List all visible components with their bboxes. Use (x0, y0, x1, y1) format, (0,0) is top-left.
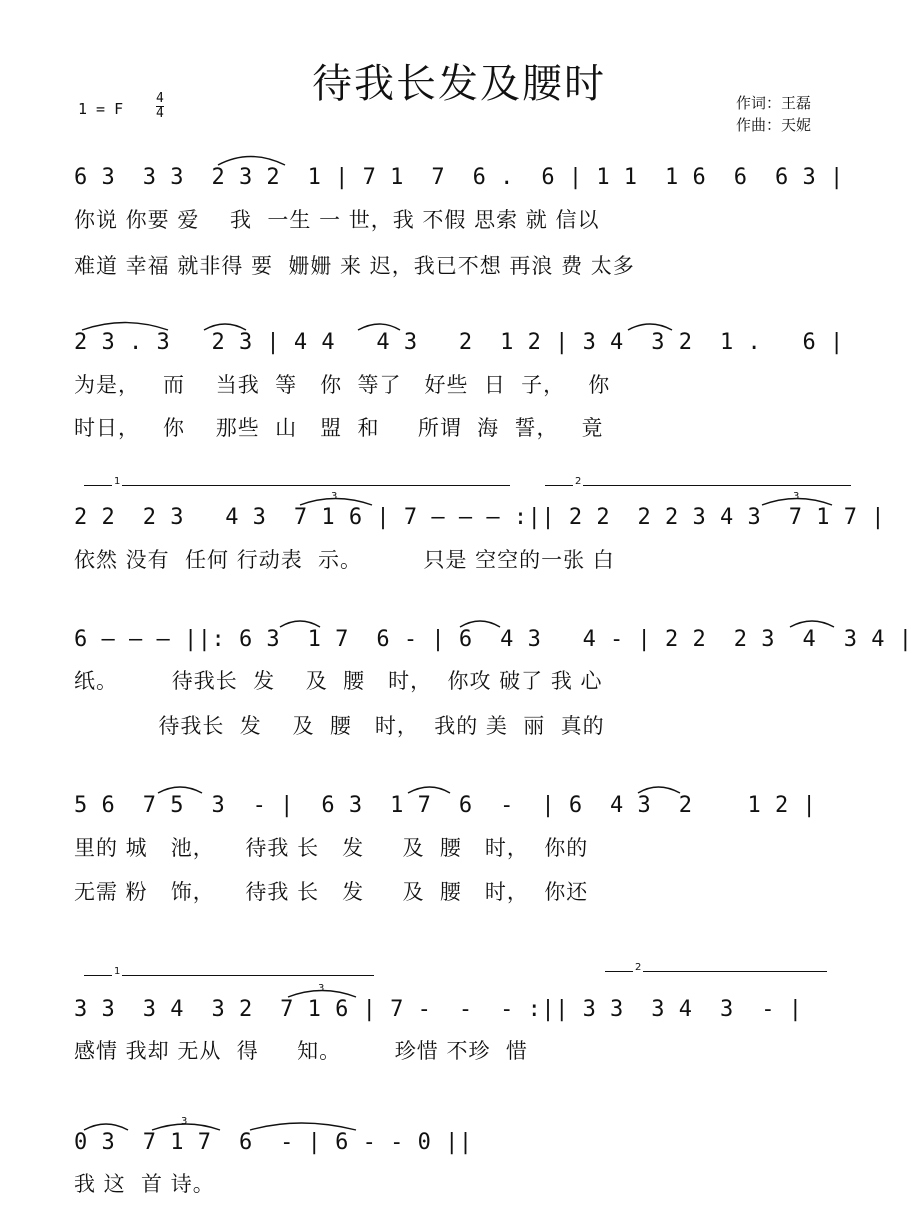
lyric-line-6a: 感情 我却 无从 得 知。 珍惜 不珍 惜 (74, 1039, 528, 1063)
notes-line-5: 5 6 7 5 3 - | 6 3 1 7 6 - | 6 4 3 2 1 2 | (74, 793, 817, 818)
slur (218, 157, 285, 166)
lyric-line-3a: 依然 没有 任何 行动表 示。 只是 空空的一张 白 (74, 548, 615, 572)
volta-first-ending-1: 1 (84, 485, 510, 494)
lyric-line-2a: 为是， 而 当我 等 你 等了 好些 日 子， 你 (74, 373, 611, 397)
lyric-line-7a: 我 这 首 诗。 (74, 1172, 215, 1196)
song-title: 待我长发及腰时 (312, 61, 606, 107)
notes-line-1: 6 3 3 3 2 3 2 1 | 7 1 7 6 . 6 | 1 1 1 6 6 6 3 | (74, 165, 844, 190)
slur (638, 787, 680, 793)
lyricist-credit: 作词：王磊 (736, 94, 812, 112)
lyric-line-5b: 无需 粉 饰， 待我 长 发 及 腰 时， 你还 (74, 880, 589, 904)
meter-denominator: 4 (156, 106, 164, 121)
slur (158, 787, 202, 793)
slur (408, 787, 450, 793)
notes-line-2: 2 3 . 3 2 3 | 4 4 4 3 2 1 2 | 3 4 3 2 1 . 6 | (74, 330, 844, 355)
lyric-line-1b: 难道 幸福 就非得 要 姗姗 来 迟，我已不想 再浪 费 太多 (74, 254, 635, 278)
slur (628, 324, 672, 330)
slur (204, 324, 246, 330)
triplet-mark: 3 (181, 1116, 188, 1127)
lyric-line-1a: 你说 你要 爱 我 一生 一 世，我 不假 思索 就 信以 (74, 208, 600, 232)
notes-line-6: 3 3 3 4 3 2 7 1 6 | 7 - - - :|| 3 3 3 4 3 - | (74, 997, 803, 1022)
volta-second-ending-1: 2 (545, 485, 851, 494)
triplet-mark: 3 (331, 491, 338, 502)
lyric-line-2b: 时日， 你 那些 山 盟 和 所谓 海 誓， 竟 (74, 416, 604, 440)
meter-numerator: 4 (156, 91, 164, 106)
composer-credit: 作曲：天妮 (736, 116, 812, 134)
slur (84, 1124, 128, 1130)
slur (280, 621, 320, 627)
slur (790, 621, 834, 627)
notes-line-4: 6 — — — ||: 6 3 1 7 6 - | 6 4 3 4 - | 2 2 2 3 4 3 4 | (74, 627, 913, 652)
volta-second-ending-2: 2 (605, 971, 827, 980)
lyric-line-4b: 待我长 发 及 腰 时， 我的 美 丽 真的 (74, 714, 605, 738)
key-signature: 1 = F (78, 100, 124, 118)
notes-line-3: 2 2 2 3 4 3 7 1 6 | 7 — — — :|| 2 2 2 2 3 4 3 7 1 7 | (74, 505, 885, 530)
slur (460, 621, 500, 627)
volta-first-ending-2: 1 (84, 975, 374, 984)
lyric-line-5a: 里的 城 池， 待我 长 发 及 腰 时， 你的 (74, 836, 589, 860)
notes-line-7: 0 3 7 1 7 6 - | 6 - - 0 || (74, 1130, 473, 1155)
triplet-mark: 3 (318, 983, 325, 994)
lyric-line-4a: 纸。 待我长 发 及 腰 时， 你攻 破了 我 心 (74, 669, 603, 693)
slur (82, 323, 168, 331)
triplet-mark: 3 (793, 491, 800, 502)
slur (358, 324, 400, 330)
slur (250, 1123, 356, 1130)
